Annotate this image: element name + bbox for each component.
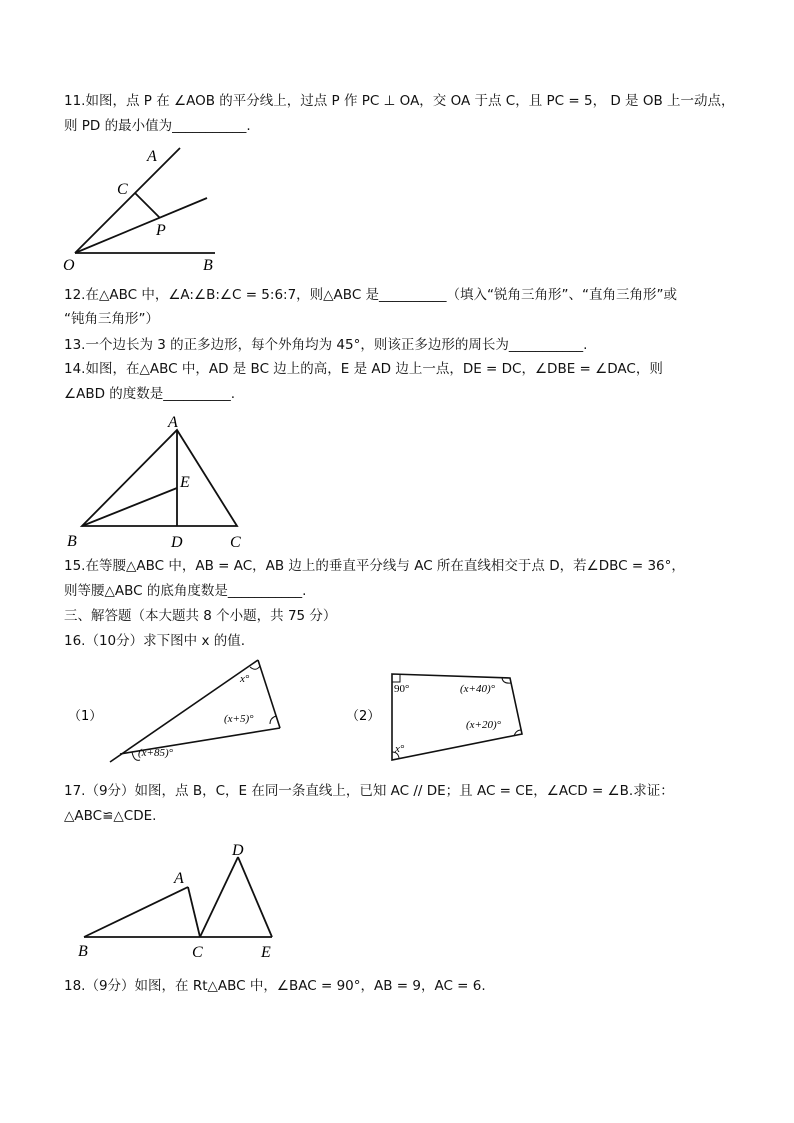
q17-label-A: A: [174, 870, 184, 887]
q17-label-B: B: [78, 943, 88, 960]
q16-fig2-label-x: x°: [395, 743, 405, 755]
q17-line1: 17.（9分）如图，点 B，C，E 在同一条直线上，已知 AC // DE；且 AC = CE，∠ACD = ∠B.求证：: [64, 783, 674, 799]
q11-label-P: P: [156, 222, 166, 239]
q14-label-C: C: [230, 534, 241, 551]
q12-line2: “钝角三角形”）: [64, 311, 159, 327]
q17-figure: [62, 835, 292, 965]
q15-line2: 则等腰△ABC 的底角度数是___________.: [64, 583, 307, 599]
q17-label-D: D: [232, 842, 244, 859]
q14-line1: 14.如图，在△ABC 中，AD 是 BC 边上的高，E 是 AD 边上一点，DE = DC，∠DBE = ∠DAC，则: [64, 361, 663, 377]
q14-label-E: E: [180, 474, 190, 491]
section3-heading: 三、解答题（本大题共 8 个小题，共 75 分）: [64, 608, 337, 624]
q18-line1: 18.（9分）如图，在 Rt△ABC 中，∠BAC = 90°，AB = 9，AC = 6.: [64, 978, 486, 994]
q11-figure: [55, 143, 225, 273]
q14-label-A: A: [168, 414, 178, 431]
q16-figure-1: [62, 652, 302, 767]
q12-line1: 12.在△ABC 中，∠A:∠B:∠C = 5:6:7，则△ABC 是__________（填入“锐角三角形”、“直角三角形”或: [64, 287, 678, 303]
q15-line1: 15.在等腰△ABC 中，AB = AC，AB 边上的垂直平分线与 AC 所在直线相交于点 D，若∠DBC = 36°，: [64, 558, 685, 574]
q17-label-C: C: [192, 944, 203, 961]
q11-line1: 11.如图，点 P 在 ∠AOB 的平分线上，过点 P 作 PC ⊥ OA，交 OA 于点 C，且 PC = 5， D 是 OB 上一动点，: [64, 93, 735, 109]
q14-label-D: D: [171, 534, 183, 551]
q14-line2: ∠ABD 的度数是__________.: [64, 386, 236, 402]
q16-line1: 16.（10分）求下图中 x 的值.: [64, 633, 246, 649]
q14-label-B: B: [67, 533, 77, 550]
q11-line2: 则 PD 的最小值为___________.: [64, 118, 251, 134]
q16-fig1-label-x: x°: [240, 673, 250, 685]
q16-fig1-tag: （1）: [68, 709, 103, 724]
q14-figure: [60, 410, 260, 555]
q11-label-A: A: [147, 148, 157, 165]
q16-fig2-tag: （2）: [346, 709, 381, 724]
q11-label-B: B: [203, 257, 213, 273]
q11-label-O: O: [63, 257, 75, 273]
q16-fig2-label-90: 90°: [394, 683, 410, 695]
q11-label-C: C: [117, 181, 128, 198]
q17-label-E: E: [261, 944, 271, 961]
q16-fig2-label-x20: (x+20)°: [466, 719, 502, 731]
q16-figure-2: [340, 664, 540, 769]
q13-line1: 13.一个边长为 3 的正多边形，每个外角均为 45°，则该正多边形的周长为___________.: [64, 337, 588, 353]
q16-fig2-label-x40: (x+40)°: [460, 683, 496, 695]
q16-fig1-label-x85: (x+85)°: [138, 747, 174, 759]
q16-fig1-label-x5: (x+5)°: [224, 713, 254, 725]
q17-line2: △ABC≌△CDE.: [64, 808, 157, 824]
